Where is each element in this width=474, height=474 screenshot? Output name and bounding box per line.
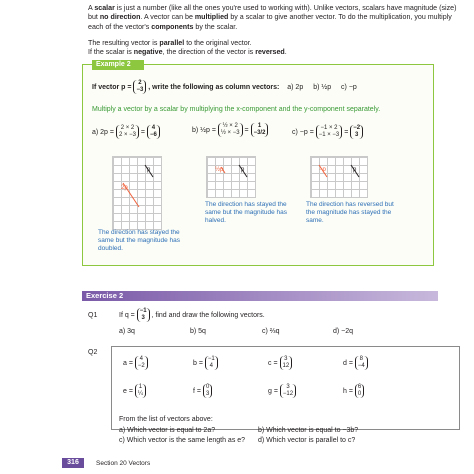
label-p-b: p: [241, 167, 245, 173]
section-footer: Section 20 Vectors: [96, 460, 151, 467]
answer-c: c) −p = −1 × 2 −1 × −3 = −2 3: [292, 125, 363, 139]
vector-q: −1 3: [137, 308, 150, 322]
from-list-text: From the list of vectors above:: [119, 416, 213, 423]
q2-sub-c: c) Which vector is the same length as e?: [119, 437, 246, 444]
q1-part-b: b) 5q: [190, 328, 206, 335]
vector-f: f = 0 3: [193, 384, 212, 398]
grid-b: [206, 156, 256, 198]
label-negp: −p: [319, 167, 326, 173]
example-method: Multiply a vector by a scalar by multiplying the x-component and the y-component separately.: [92, 106, 381, 113]
note-c: The direction has reversed but the magnitude has stayed the same.: [306, 201, 394, 224]
intro-paragraph-1: A scalar is just a number (like all the ones you're used to working with). Unlike vectors, scalars have magnitude (size) but no direction. A vector can be multiplied by a scalar to give another vector. To do the multiplication, you multiply each of the vector's components by the scalar.: [88, 4, 457, 31]
vector-d: d = 8 −4: [343, 356, 368, 370]
example-tag: Example 2: [92, 60, 144, 70]
intro-text: [88, 4, 460, 64]
vector-a: a = 4 −2: [123, 356, 148, 370]
q2-sub-a: a) Which vector is equal to 2a?: [119, 427, 216, 434]
vector-c: c = 3 12: [268, 356, 292, 370]
label-p-c: p: [353, 167, 357, 173]
grid-a: [112, 156, 162, 230]
label-2p: 2p: [121, 185, 128, 191]
grid-c: [310, 156, 368, 198]
label-p: p: [147, 167, 151, 173]
q1-part-a: a) 3q: [119, 328, 135, 335]
vector-g: g = 3 −12: [268, 384, 296, 398]
q2-number: Q2: [88, 349, 98, 356]
vector-p: 2 −3: [133, 80, 146, 94]
q1-part-d: d) −2q: [333, 328, 354, 335]
note-a: The direction has stayed the same but the magnitude has doubled.: [98, 229, 181, 252]
grid-b-arrows: [207, 157, 255, 197]
intro-paragraph-2: The resulting vector is parallel to the original vector.: [88, 38, 252, 47]
vector-h: h = 6 0: [343, 384, 364, 398]
vector-e: e = 1 ¼: [123, 384, 146, 398]
vector-b: b = −1 4: [193, 356, 218, 370]
q2-sub-d: d) Which vector is parallel to c?: [258, 437, 356, 444]
answer-a: a) 2p = 2 × 2 2 × −3 = 4 −6: [92, 125, 160, 139]
q1-question: If q = −1 3 , find and draw the following vectors.: [119, 308, 265, 321]
q1-number: Q1: [88, 312, 98, 319]
note-b: The direction has stayed the same but the magnitude has halved.: [205, 201, 288, 224]
q2-sub-b: b) Which vector is equal to −3b?: [258, 427, 359, 434]
label-halfp: ½p: [215, 167, 224, 173]
grid-a-arrows: [113, 157, 161, 229]
page-number: 316: [62, 458, 84, 468]
example-question: If vector p = 2 −3 , write the following as column vectors: a) 2p b) ½p c) −p: [92, 80, 357, 93]
intro-paragraph-3: If the scalar is negative, the direction of the vector is reversed.: [88, 48, 287, 57]
grid-c-arrows: [311, 157, 367, 197]
exercise-header: Exercise 2: [82, 291, 438, 301]
q1-part-c: c) ⅔q: [262, 328, 280, 335]
answer-b: b) ½p = ½ × 2 ½ × −3 = 1 −3/2: [192, 123, 268, 137]
